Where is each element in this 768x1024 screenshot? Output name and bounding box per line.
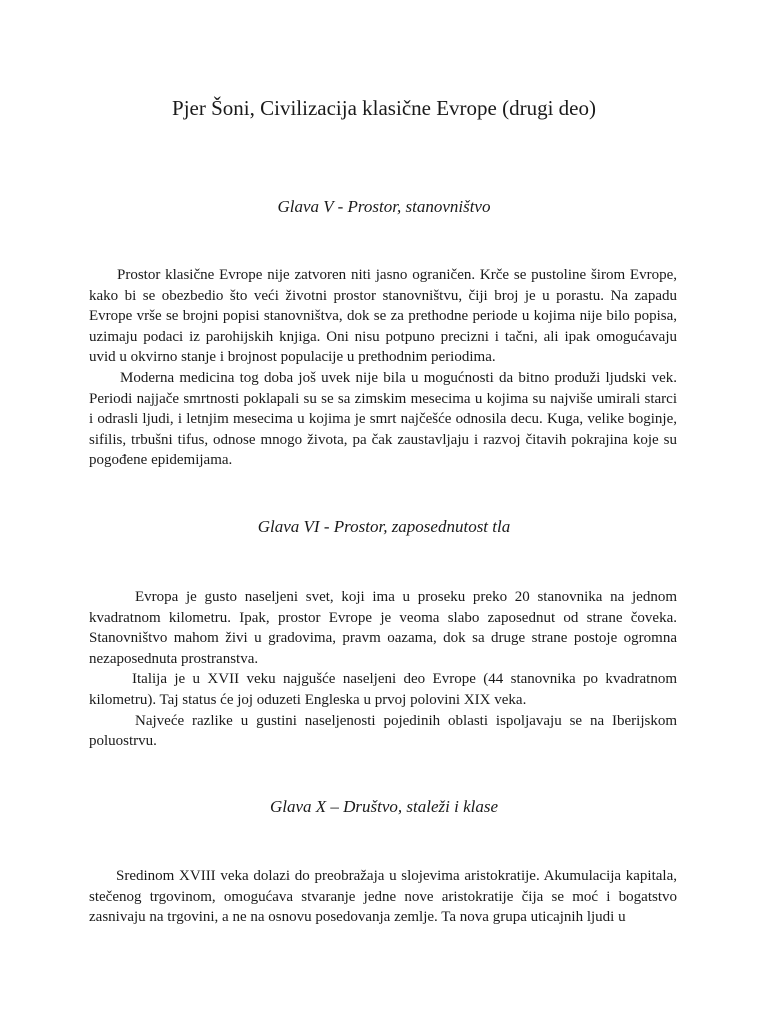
paragraph: Evropa je gusto naseljeni svet, koji ima u proseku preko 20 stanovnika na jednom kvadratnom kilometru. Ipak, prostor Evrope je veoma slabo zaposednut od strane čoveka. Stanovništvo mahom živi u gradovima, pravm oazama, dok sa druge strane postoje ogromna nezaposednuta prostranstva.: [89, 589, 677, 667]
chapter-heading-glava-x: Glava X – Društvo, staleži i klase: [269, 797, 499, 816]
section-glava-v-body: [89, 265, 677, 471]
chapter-heading-glava-v: Glava V - Prostor, stanovništvo: [277, 197, 491, 216]
section-glava-vi-body: [89, 587, 677, 752]
paragraph: Sredinom XVIII veka dolazi do preobražaja u slojevima aristokratije. Akumulacija kapitala, stečenog trgovinom, omogućava stvaranje jedne nove aristokratije čija se moć i bogatstvo zasnivaju na trgovini, a ne na osnovu posedovanja zemlje. Ta nova grupa uticajnih ljudi u: [89, 868, 677, 926]
paragraph: Najveće razlike u gustini naseljenosti pojedinih oblasti ispoljavaju se na Iberijskom poluostrvu.: [89, 712, 677, 750]
paragraph: Italija je u XVII veku najgušće naseljeni deo Evrope (44 stanovnika po kvadratnom kilometru). Taj status će joj oduzeti Engleska u prvoj polovini XIX veka.: [89, 671, 677, 708]
section-glava-x-body: [89, 866, 677, 928]
chapter-heading-glava-vi: Glava VI - Prostor, zaposednutost tla: [257, 517, 511, 536]
paragraph: Prostor klasične Evrope nije zatvoren niti jasno ograničen. Krče se pustoline širom Evrope, kako bi se obezbedio što veći životni prostor stanovništvu, čiji broj je u porastu. Na zapadu Evrope vrše se brojni popisi stanovništva, dok se za prethodne periode u kojima nije bilo popisa, uzimaju podaci iz parohijskih knjiga. Oni nisu potpuno precizni i tačni, ali ipak omogućavaju uvid u okvirno stanje i brojnost populacije u prethodnim periodima.: [89, 267, 677, 366]
document-title: Pjer Šoni, Civilizacija klasične Evrope (drugi deo): [172, 96, 596, 120]
paragraph: Moderna medicina tog doba još uvek nije bila u mogućnosti da bitno produži ljudski vek. Periodi najjače smrtnosti poklapali su se sa zimskim mesecima u kojima su najviše umirali starci i odrasli ljudi, i letnjim mesecima u kojima je smrt najčešće odnosila decu. Kuga, velike boginje, sifilis, trbušni tifus, odnose mnogo života, pa čak zaustavljaju i razvoj čitavih pokrajina koje su pogođene epidemijama.: [89, 369, 677, 469]
